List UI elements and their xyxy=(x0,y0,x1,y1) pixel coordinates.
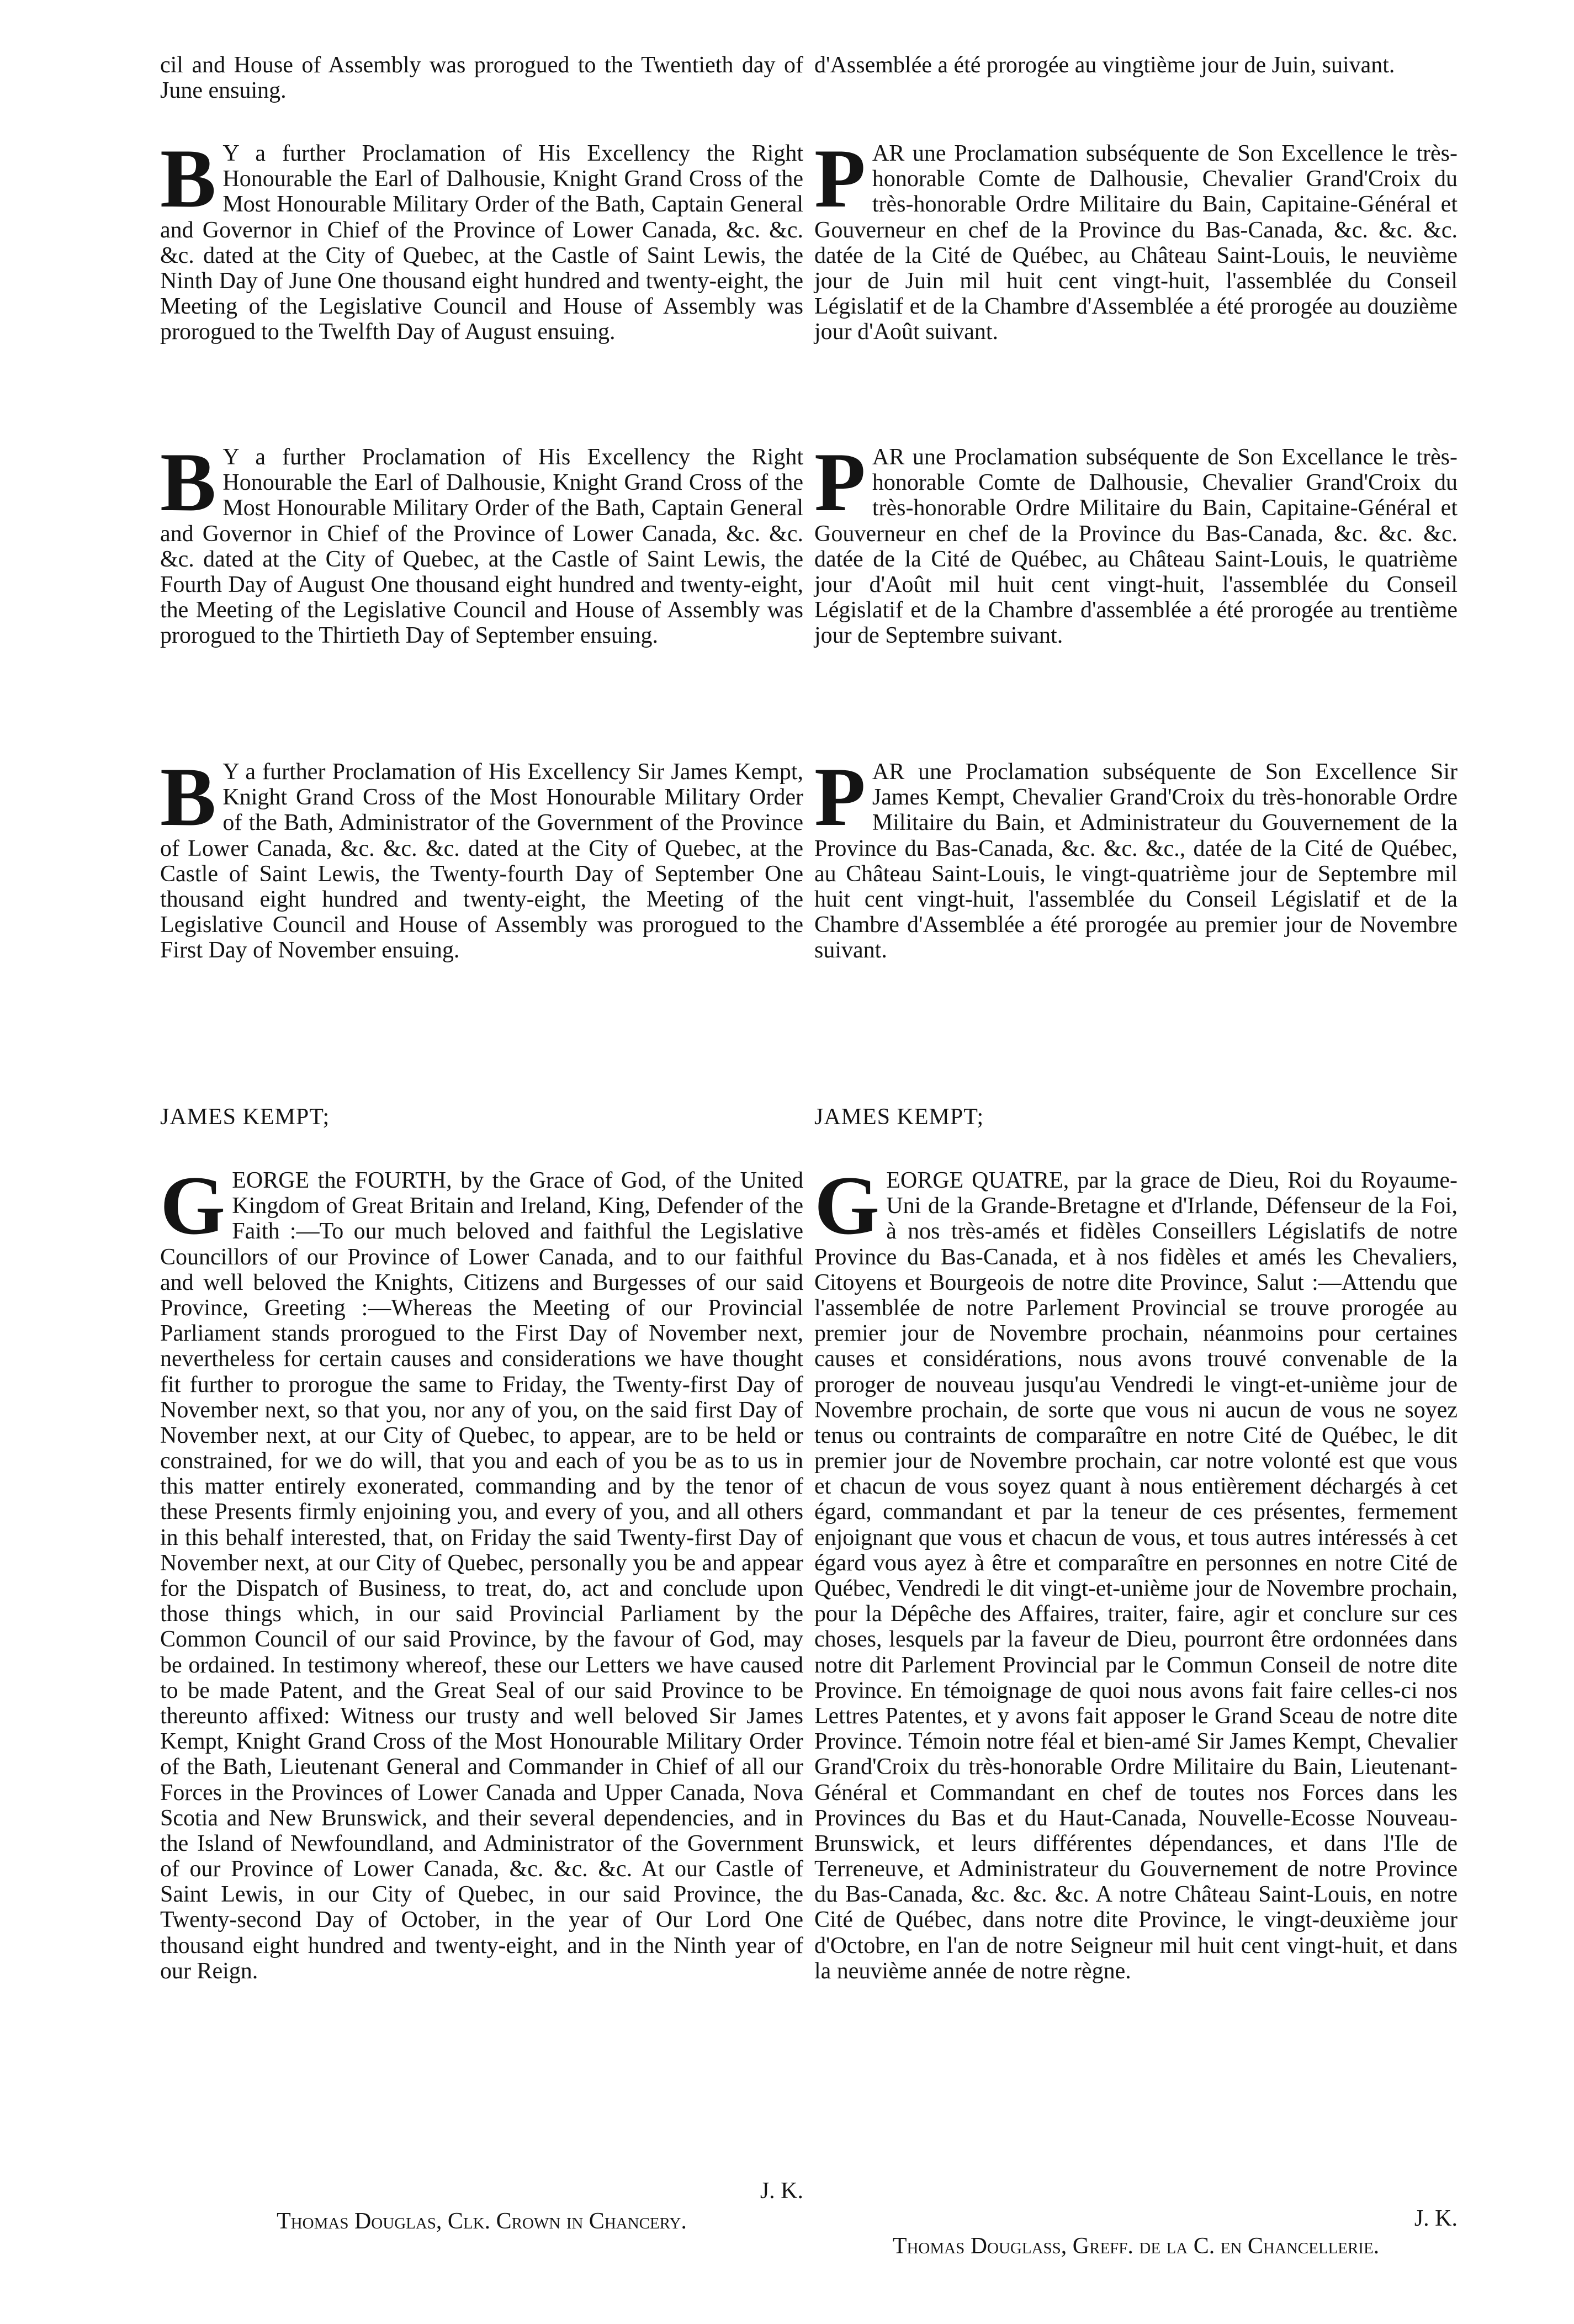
paragraph-text: AR une Proclamation subséquente de Son Excellance le très-honorable Comte de Dalhousie, Chevalier Grand'Croix du très-honorable Ordre Militaire du Bain, Capitaine-Général et Gouverneur en chef de la Province du Bas-Canada, &c. &c. &c. datée de la Cité de Québec, au Château Saint-Louis, le quatrième jour d'Août mil huit cent vingt-huit, l'assemblée du Conseil Législatif et de la Chambre d'assemblée a été prorogée au trentième jour de Septembre suivant. xyxy=(814,444,1458,649)
english-signature: JAMES KEMPT; xyxy=(160,1104,330,1130)
french-proclamation-1 xyxy=(814,132,1458,345)
drop-cap: P xyxy=(814,436,866,528)
drop-cap: P xyxy=(814,750,866,843)
paragraph-text: Y a further Proclamation of His Excellency the Right Honourable the Earl of Dalhousie, Knight Grand Cross of the Most Honourable Military Order of the Bath, Captain General and Governor in Chief of the Province of Lower Canada, &c. &c. &c. dated at the City of Quebec, at the Castle of Saint Lewis, the Fourth Day of August One thousand eight hundred and twenty-eight, the Meeting of the Legislative Council and House of Assembly was prorogued to the Thirtieth Day of September ensuing. xyxy=(160,444,803,649)
french-proclamation-2 xyxy=(814,436,1458,649)
drop-cap: G xyxy=(160,1159,226,1252)
paragraph-text: AR une Proclamation subséquente de Son Excellence Sir James Kempt, Chevalier Grand'Croix du très-honorable Ordre Militaire du Bain, et Administrateur du Gouvernement de la Province du Bas-Canada, &c. &c. &c., datée de la Cité de Québec, au Château Saint-Louis, le vingt-quatrième jour de Septembre mil huit cent vingt-huit, l'assemblée du Conseil Législatif et de la Chambre d'Assemblée a été prorogée au premier jour de Novembre suivant. xyxy=(814,759,1458,964)
paragraph-text: Y a further Proclamation of His Excellency the Right Honourable the Earl of Dalhousie, Knight Grand Cross of the Most Honourable Military Order of the Bath, Captain General and Governor in Chief of the Province of Lower Canada, &c. &c. &c. dated at the City of Quebec, at the Castle of Saint Lewis, the Ninth Day of June One thousand eight hundred and twenty-eight, the Meeting of the Legislative Council and House of Assembly was prorogued to the Twelfth Day of August ensuing. xyxy=(160,141,803,345)
drop-cap: B xyxy=(160,132,216,225)
english-royal-proclamation xyxy=(160,1159,803,1984)
drop-cap: P xyxy=(814,132,866,225)
french-clerk-line: Thomas Douglass, Greff. de la C. en Chancellerie. xyxy=(892,2233,1380,2259)
paragraph-text: AR une Proclamation subséquente de Son Excellence le très-honorable Comte de Dalhousie, Chevalier Grand'Croix du très-honorable Ordre Militaire du Bain, Capitaine-Général et Gouverneur en chef de la Province du Bas-Canada, &c. &c. &c. datée de la Cité de Québec, au Château Saint-Louis, le neuvième jour de Juin mil huit cent vingt-huit, l'assemblée du Conseil Législatif et de la Chambre d'Assemblée a été prorogée au douzième jour d'Août suivant. xyxy=(814,141,1458,345)
french-proclamation-3 xyxy=(814,750,1458,964)
english-opening-text: cil and House of Assembly was prorogued to the Twentieth day of June ensuing. xyxy=(160,52,803,104)
french-opening-text: d'Assemblée a été prorogée au vingtième jour de Juin, suivant. xyxy=(814,52,1395,78)
paragraph-text: Y a further Proclamation of His Excellency Sir James Kempt, Knight Grand Cross of the Most Honourable Military Order of the Bath, Administrator of the Government of the Province of Lower Canada, &c. &c. &c. dated at the City of Quebec, at the Castle of Saint Lewis, the Twenty-fourth Day of September One thousand eight hundred and twenty-eight, the Meeting of the Legislative Council and House of Assembly was prorogued to the First Day of November ensuing. xyxy=(160,759,803,964)
drop-cap: B xyxy=(160,436,216,528)
english-initials: J. K. xyxy=(760,2178,803,2204)
english-clerk-line: Thomas Douglas, Clk. Crown in Chancery. xyxy=(277,2209,687,2234)
french-initials: J. K. xyxy=(1414,2206,1458,2231)
english-proclamation-2 xyxy=(160,436,803,649)
paragraph-text: EORGE QUATRE, par la grace de Dieu, Roi du Royaume-Uni de la Grande-Bretagne et d'Irlande, Défenseur de la Foi, à nos très-amés et fidèles Conseillers Législatifs de notre Province du Bas-Canada, et à nos fidèles et amés les Chevaliers, Citoyens et Bourgeois de notre dite Province, Salut :—Attendu que l'assemblée de notre Parlement Provincial se trouve prorogée au premier jour de Novembre prochain, néanmoins pour certaines causes et considérations, nous avons trouvé convenable de la proroger de nouveau jusqu'au Vendredi le vingt-et-unième jour de Novembre prochain, de sorte que vous ni aucun de vous ne soyez tenus ou contraints de comparaître en notre Cité de Québec, le dit premier jour de Novembre prochain, car notre volonté est que vous et chacun de vous soyez quant à nous entièrement déchargés à cet égard, commandant et par la teneur de ces présentes, fermement enjoignant que vous et chacun de vous, et tous autres intéressés à cet égard vous ayez à être et comparaître en personnes en notre Cité de Québec, Vendredi le dit vingt-et-unième jour de Novembre prochain, pour la Dépêche des Affaires, traiter, faire, agir et conclure sur ces choses, lesquels par la faveur de Dieu, pourront être ordonnées dans notre dit Parlement Provincial par le Commun Conseil de notre dite Province. En témoignage de quoi nous avons fait faire celles-ci nos Lettres Patentes, et y avons fait apposer le Grand Sceau de notre dite Province. Témoin notre féal et bien-amé Sir James Kempt, Chevalier Grand'Croix du très-honorable Ordre Militaire du Bain, Lieutenant-Général et Commandant en chef de toutes nos Forces dans les Provinces du Bas et du Haut-Canada, Nouvelle-Ecosse Nouveau-Brunswick, et leurs différentes dépendances, et dans l'Ile de Terreneuve, et Administrateur du Gouvernement de notre Province du Bas-Canada, &c. &c. &c. A notre Château Saint-Louis, en notre Cité de Québec, dans notre dite Province, le vingt-deuxième jour d'Octobre, en l'an de notre Seigneur mil huit cent vingt-huit, et dans la neuvième année de notre règne. xyxy=(814,1168,1458,1984)
paragraph-text: EORGE the FOURTH, by the Grace of God, of the United Kingdom of Great Britain and Ireland, King, Defender of the Faith :—To our much beloved and faithful the Legislative Councillors of our Province of Lower Canada, and to our faithful and well beloved the Knights, Citizens and Burgesses of our said Province, Greeting :—Whereas the Meeting of our Provincial Parliament stands prorogued to the First Day of November next, nevertheless for certain causes and considerations we have thought fit further to prorogue the same to Friday, the Twenty-first Day of November next, so that you, nor any of you, on the said first Day of November next, at our City of Quebec, to appear, are to be held or constrained, for we do will, that you and each of you be as to us in this matter entirely exonerated, commanding and by the tenor of these Presents firmly enjoining you, and every of you, and all others in this behalf interested, that, on Friday the said Twenty-first Day of November next, at our City of Quebec, personally you be and appear for the Dispatch of Business, to treat, do, act and conclude upon those things which, in our said Provincial Parliament by the Common Council of our said Province, by the favour of God, may be ordained. In testimony whereof, these our Letters we have caused to be made Patent, and the Great Seal of our said Province to be thereunto affixed: Witness our trusty and well beloved Sir James Kempt, Knight Grand Cross of the Most Honourable Military Order of the Bath, Lieutenant General and Commander in Chief of all our Forces in the Provinces of Lower Canada and Upper Canada, Nova Scotia and New Brunswick, and their several dependencies, and in the Island of Newfoundland, and Administrator of the Government of our Province of Lower Canada, &c. &c. &c. At our Castle of Saint Lewis, in our City of Quebec, in our said Province, the Twenty-second Day of October, in the year of Our Lord One thousand eight hundred and twenty-eight, and in the Ninth year of our Reign. xyxy=(160,1168,803,1984)
french-signature: JAMES KEMPT; xyxy=(814,1104,984,1130)
french-royal-proclamation xyxy=(814,1159,1458,1984)
english-proclamation-1 xyxy=(160,132,803,345)
drop-cap: G xyxy=(814,1159,880,1252)
drop-cap: B xyxy=(160,750,216,843)
english-proclamation-3 xyxy=(160,750,803,964)
